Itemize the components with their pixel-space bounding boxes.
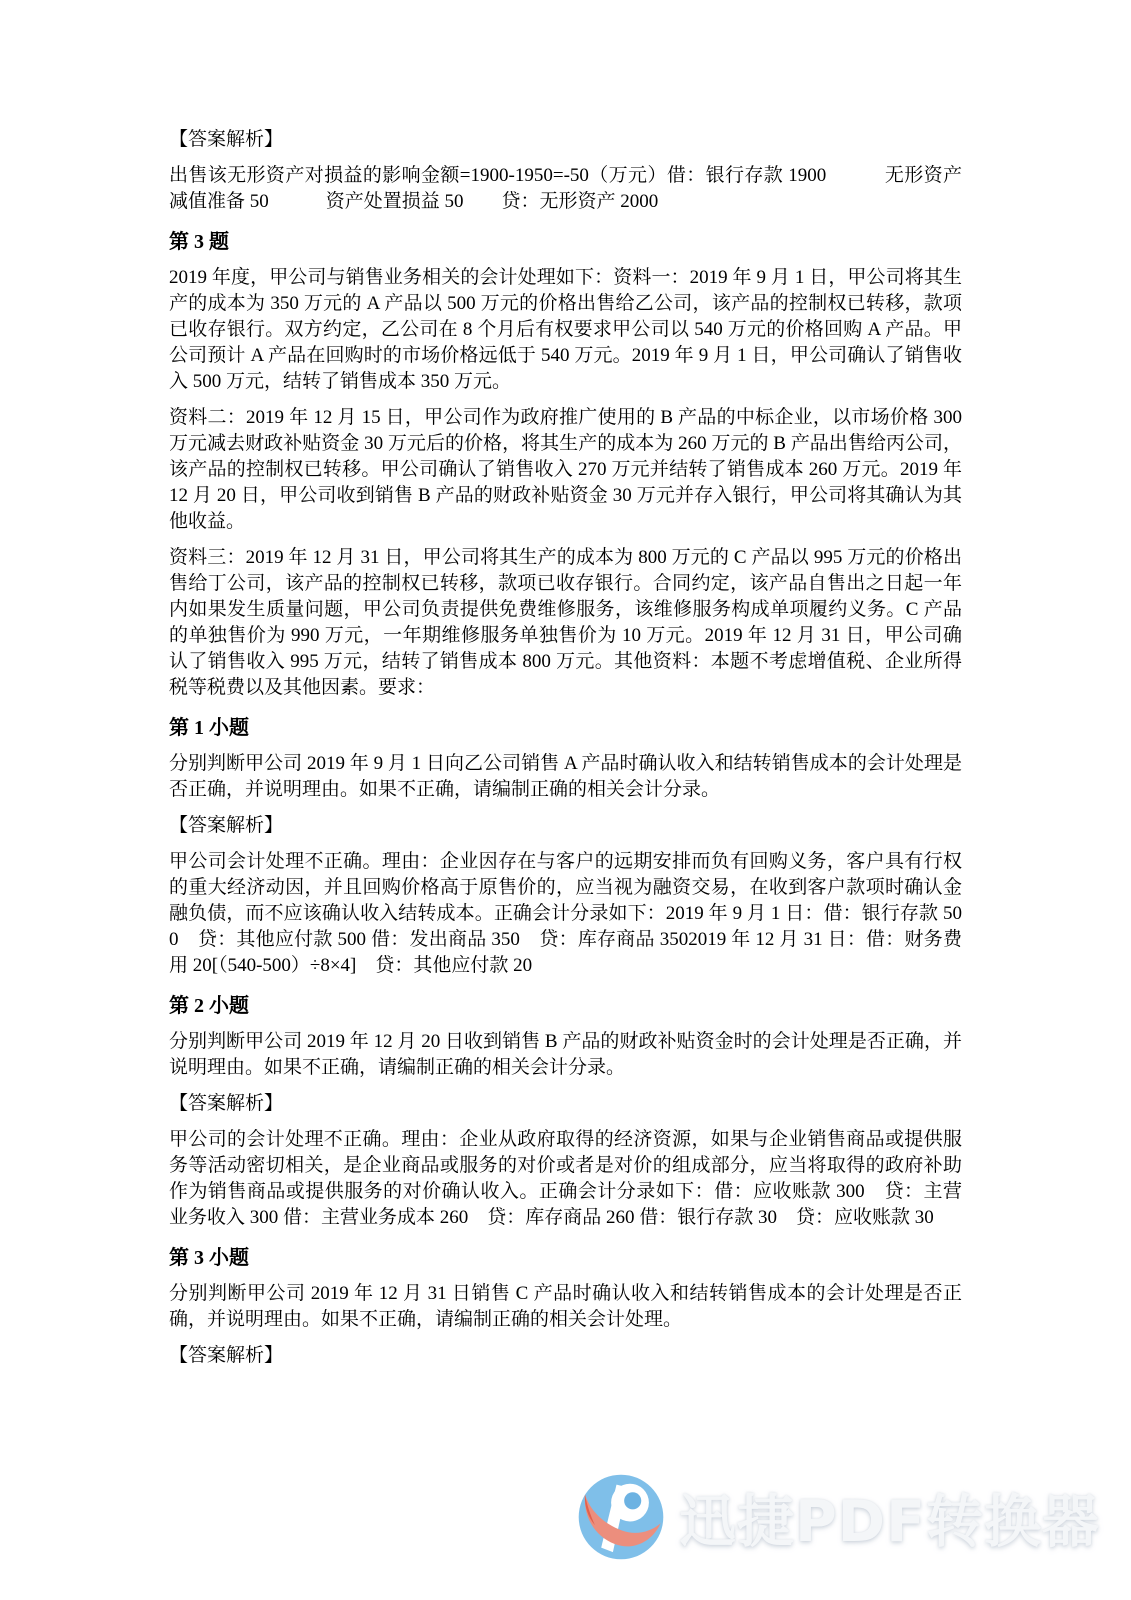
material-1-text: 2019 年度，甲公司与销售业务相关的会计处理如下：资料一：2019 年 9 月 1 日，甲公司将其生产的成本为 350 万元的 A 产品以 500 万元的价格出售给乙公司，该产品的控制权已转移，款项已收存银行。双方约定，乙公司在 8 个月后有权要求甲公司以 540 万元的价格回购 A 产品。甲公司预计 A 产品在回购时的市场价格远低于 540 万元。2019 年 9 月 1 日，甲公司确认了销售收入 500 万元，结转了销售成本 350 万元。 [169,267,962,392]
answer-analysis-label-prev: 【答案解析】 [169,129,284,150]
subquestion-2-requirement: 分别判断甲公司 2019 年 12 月 20 日收到销售 B 产品的财政补贴资金时的会计处理是否正确，并说明理由。如果不正确，请编制正确的相关会计分录。 [169,1031,962,1078]
material-2-text: 资料二：2019 年 12 月 15 日，甲公司作为政府推广使用的 B 产品的中标企业，以市场价格 300 万元减去财政补贴资金 30 万元后的价格，将其生产的成本为 260 万元的 B 产品出售给丙公司，该产品的控制权已转移。甲公司确认了销售收入 270 万元并结转了销售成本 260 万元。2019 年 12 月 20 日，甲公司收到销售 B 产品的财政补贴资金 30 万元并存入银行，甲公司将其确认为其他收益。 [169,407,962,532]
xunjie-pdf-converter-logo-icon [576,1472,666,1562]
pdf-converter-watermark [576,1472,1100,1562]
material-3-text: 资料三：2019 年 12 月 31 日，甲公司将其生产的成本为 800 万元的 C 产品以 995 万元的价格出售给丁公司，该产品的控制权已转移，款项已收存银行。合同约定，该产品自售出之日起一年内如果发生质量问题，甲公司负责提供免费维修服务，该维修服务构成单项履约义务。C 产品的单独售价为 990 万元，一年期维修服务单独售价为 10 万元。2019 年 12 月 31 日，甲公司确认了销售收入 995 万元，结转了销售成本 800 万元。其他资料：本题不考虑增值税、企业所得税等税费以及其他因素。要求： [169,547,962,698]
subquestion-1-answer: 甲公司会计处理不正确。理由：企业因存在与客户的远期安排而负有回购义务，客户具有行权的重大经济动因，并且回购价格高于原售价的，应当视为融资交易，在收到客户款项时确认金融负债，而不应该确认收入结转成本。正确会计分录如下：2019 年 9 月 1 日：借：银行存款 500 贷：其他应付款 500 借：发出商品 350 贷：库存商品 3502019 年 12 月 31 日：借：财务费用 20[（540-500）÷8×4] 贷：其他应付款 20 [169,851,962,976]
subquestion-2-title: 第 2 小题 [169,995,249,1017]
subquestion-1-requirement: 分别判断甲公司 2019 年 9 月 1 日向乙公司销售 A 产品时确认收入和结转销售成本的会计处理是否正确，并说明理由。如果不正确，请编制正确的相关会计分录。 [169,753,962,800]
question-3-title: 第 3 题 [169,231,229,253]
answer-analysis-label-1: 【答案解析】 [169,815,284,836]
document-content [169,127,962,1379]
subquestion-3-requirement: 分别判断甲公司 2019 年 12 月 31 日销售 C 产品时确认收入和结转销售成本的会计处理是否正确，并说明理由。如果不正确，请编制正确的相关会计处理。 [169,1283,962,1330]
watermark-brand-text: 迅捷PDF转换器 [679,1489,1101,1555]
subquestion-2-answer: 甲公司的会计处理不正确。理由：企业从政府取得的经济资源，如果与企业销售商品或提供服务等活动密切相关，是企业商品或服务的对价或者是对价的组成部分，应当将取得的政府补助作为销售商品或提供服务的对价确认收入。正确会计分录如下：借：应收账款 300 贷：主营业务收入 300 借：主营业务成本 260 贷：库存商品 260 借：银行存款 30 贷：应收账款 30 [169,1129,962,1228]
subquestion-1-title: 第 1 小题 [169,717,249,739]
answer-analysis-label-2: 【答案解析】 [169,1093,284,1114]
prev-answer-text: 出售该无形资产对损益的影响金额=1900-1950=-50（万元）借：银行存款 1900 无形资产减值准备 50 资产处置损益 50 贷：无形资产 2000 [169,165,962,212]
subquestion-3-title: 第 3 小题 [169,1247,249,1269]
answer-analysis-label-3: 【答案解析】 [169,1345,284,1366]
